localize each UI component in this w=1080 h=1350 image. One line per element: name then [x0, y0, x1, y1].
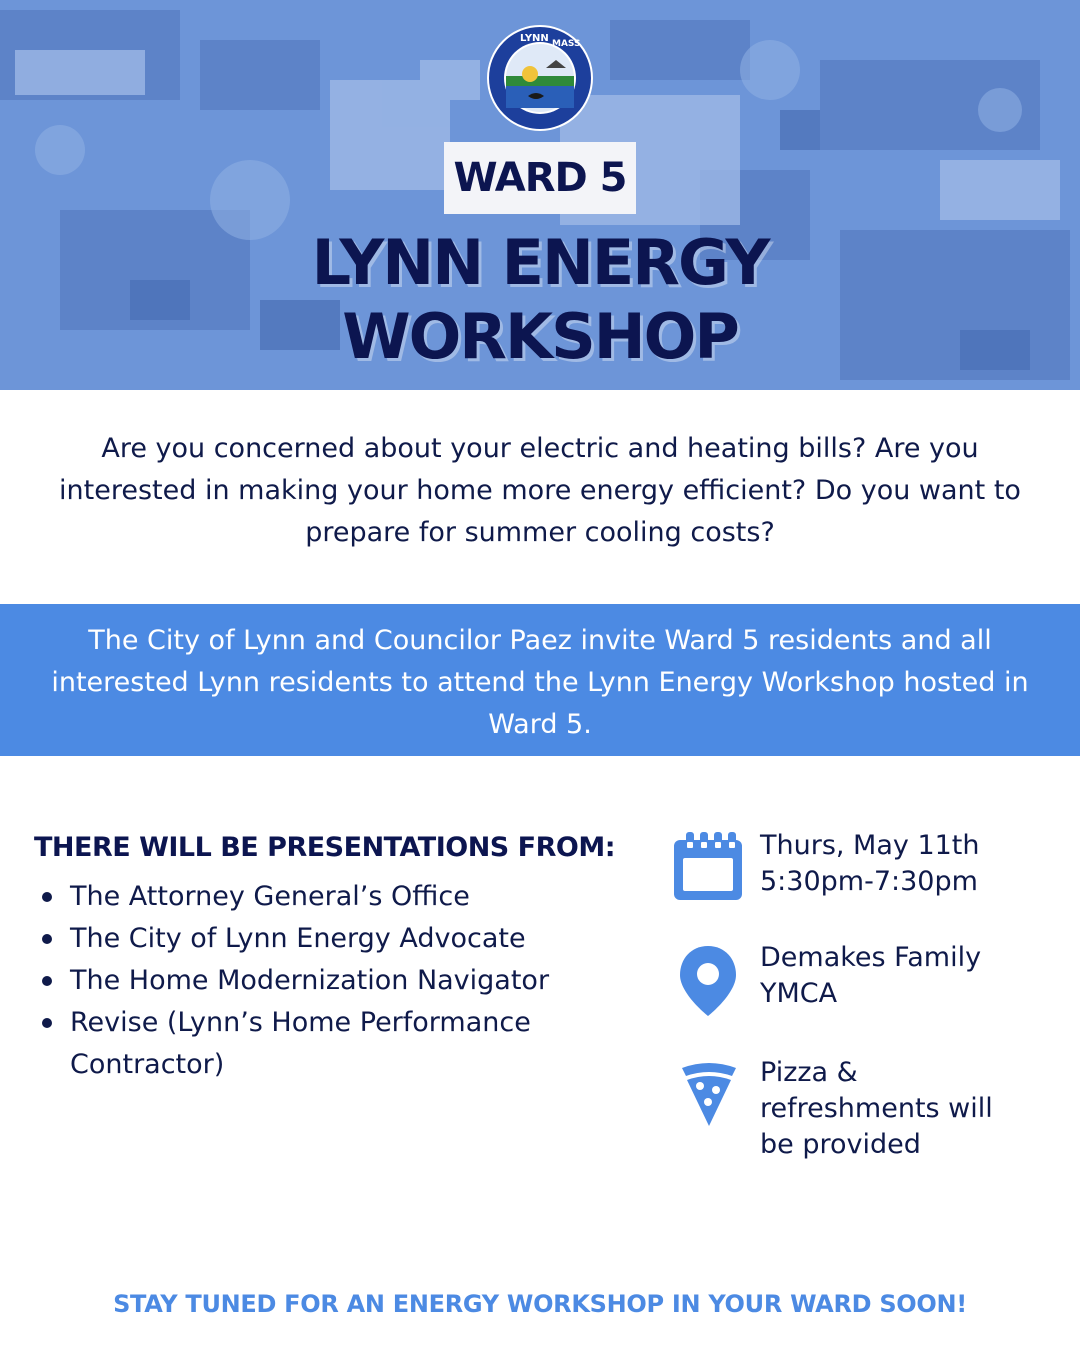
intro-question: Are you concerned about your electric and heating bills? Are you interested in making your home more energy efficient? Do you want to prepare for summer cooling costs?: [59, 433, 1021, 548]
presenters-heading: THERE WILL BE PRESENTATIONS FROM:: [34, 832, 615, 863]
food-line2: refreshments will: [760, 1093, 993, 1124]
presenters-list: [34, 876, 634, 1086]
list-item: [34, 918, 634, 960]
presenter-name: The Attorney General’s Office: [70, 881, 470, 912]
list-item: [34, 1002, 634, 1086]
svg-text:LYNN: LYNN: [520, 33, 549, 44]
food-line1: Pizza &: [760, 1057, 858, 1088]
svg-text:MASS: MASS: [552, 39, 581, 49]
bullet-icon: [42, 892, 52, 902]
event-time: 5:30pm-7:30pm: [760, 866, 978, 897]
presenter-name: Revise (Lynn’s Home Performance Contractor): [70, 1007, 531, 1080]
calendar-icon: [672, 830, 744, 902]
list-item: [34, 960, 634, 1002]
event-food-note: [760, 1055, 1060, 1163]
hero-banner: [0, 0, 1080, 390]
pizza-slice-icon: [680, 1060, 738, 1128]
event-title: [0, 226, 1080, 374]
bullet-icon: [42, 1018, 52, 1028]
invite-text: The City of Lynn and Councilor Paez invite Ward 5 residents and all interested Lynn residents to attend the Lynn Energy Workshop hosted in Ward 5.: [51, 625, 1029, 740]
bullet-icon: [42, 976, 52, 986]
presenter-name: The City of Lynn Energy Advocate: [70, 923, 526, 954]
city-seal-logo: [486, 24, 594, 132]
location-line2: YMCA: [760, 978, 838, 1009]
ward-label: WARD 5: [444, 142, 636, 214]
footer-announcement: STAY TUNED FOR AN ENERGY WORKSHOP IN YOUR WARD SOON!: [113, 1290, 967, 1318]
event-title-line1: LYNN ENERGY: [311, 226, 769, 299]
map-pin-icon: [678, 944, 738, 1018]
event-date: Thurs, May 11th: [760, 830, 980, 861]
list-item: [34, 876, 634, 918]
invite-banner: [0, 604, 1080, 756]
presenter-name: The Home Modernization Navigator: [70, 965, 550, 996]
event-title-line2: WORKSHOP: [342, 300, 738, 373]
event-location: [760, 940, 1060, 1012]
location-line1: Demakes Family: [760, 942, 982, 973]
bullet-icon: [42, 934, 52, 944]
event-date-time: [760, 828, 1060, 900]
food-line3: be provided: [760, 1129, 921, 1160]
